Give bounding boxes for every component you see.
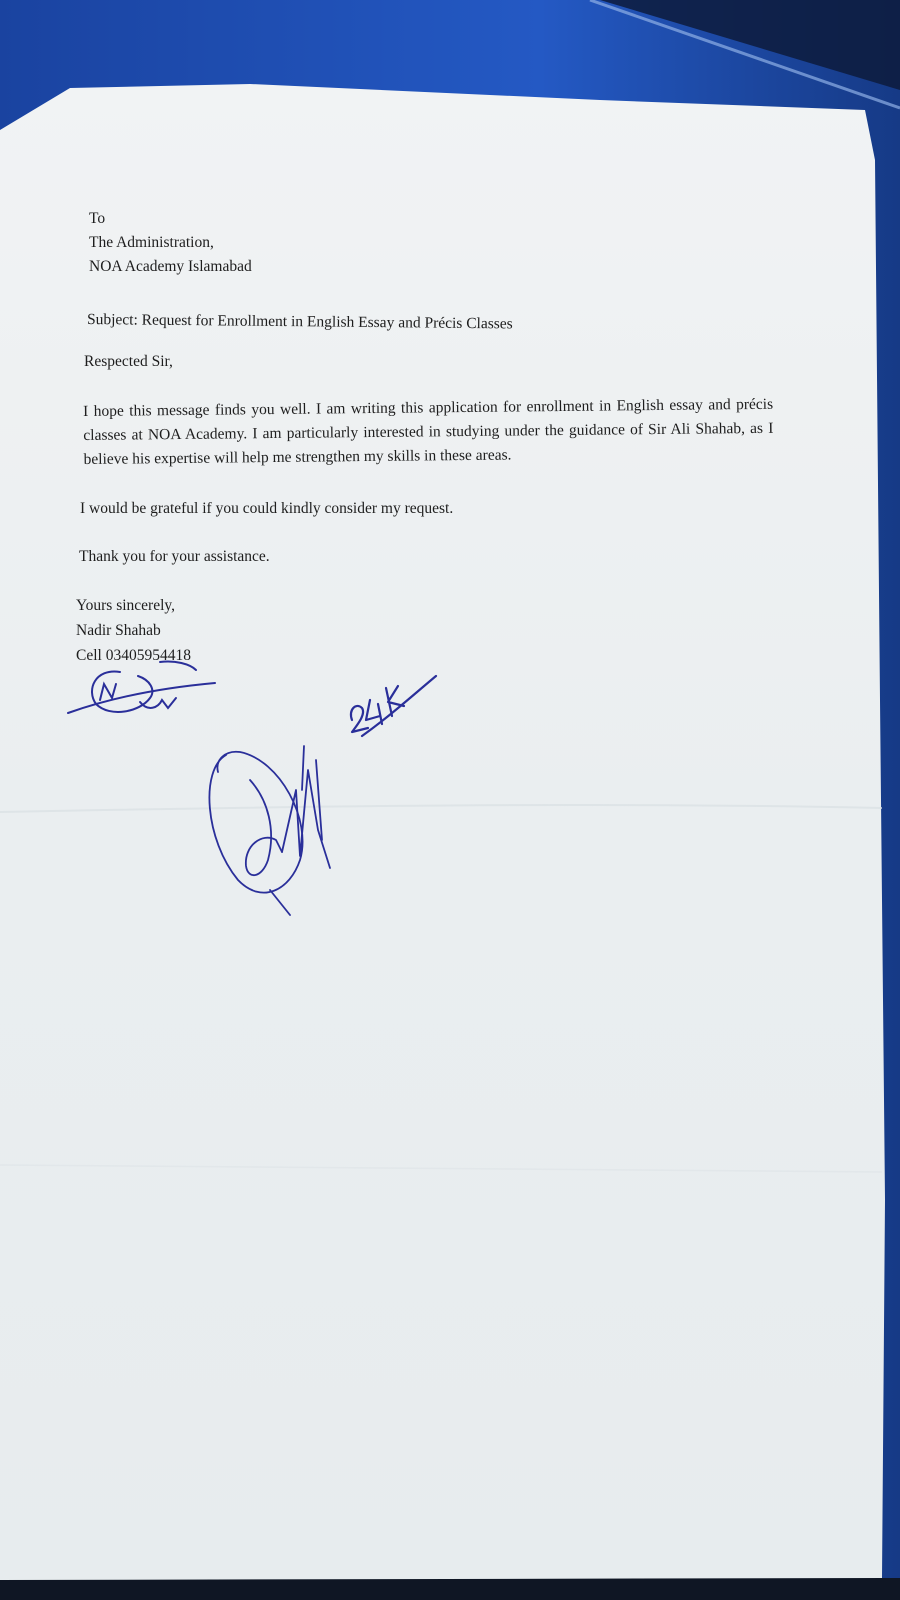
sender-name: Nadir Shahab <box>76 622 161 639</box>
closing-block <box>76 594 191 669</box>
salutation: Respected Sir, <box>84 353 173 370</box>
recipient-line-2: NOA Academy Islamabad <box>89 258 252 275</box>
thanks-line: Thank you for your assistance. <box>79 548 270 565</box>
recipient-to: To <box>89 210 106 227</box>
sign-off: Yours sincerely, <box>76 597 176 614</box>
sender-cell: Cell 03405954418 <box>76 647 191 664</box>
request-line: I would be grateful if you could kindly consider my request. <box>80 500 454 517</box>
recipient-block <box>89 207 252 279</box>
subject-line: Subject: Request for Enrollment in English Essay and Précis Classes <box>86 311 513 333</box>
body-paragraph: I hope this message finds you well. I am writing this application for enrollment in English essay and précis classes at NOA Academy. I am particularly interested in studying under the guidance of Sir Ali Shahab, as I believe his expertise will help me strengthen my skills in these areas. <box>83 395 774 468</box>
recipient-line-1: The Administration, <box>89 234 214 251</box>
